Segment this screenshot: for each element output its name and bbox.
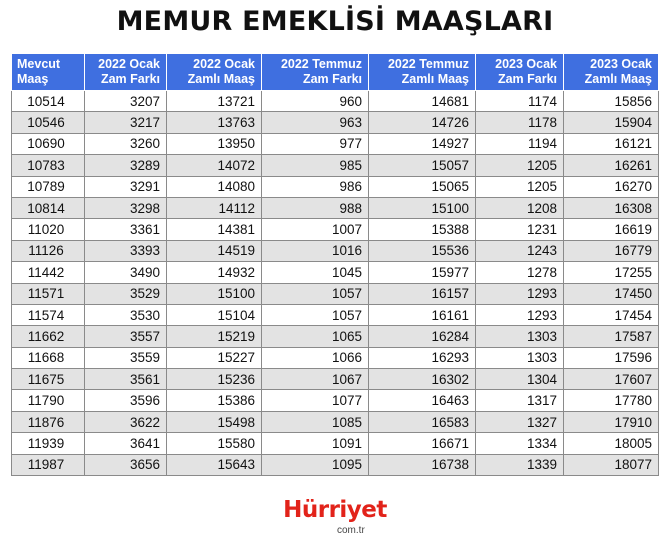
table-cell: 3641 <box>85 433 167 454</box>
table-cell: 960 <box>262 91 369 112</box>
table-cell: 15057 <box>369 155 476 176</box>
table-cell: 16261 <box>564 155 659 176</box>
table-cell: 1293 <box>476 304 564 325</box>
table-row <box>12 390 659 411</box>
table-row <box>12 219 659 240</box>
column-header-line: Zamlı Maaş <box>584 72 652 86</box>
table-cell: 17607 <box>564 369 659 390</box>
table-cell: 1339 <box>476 454 564 475</box>
table-cell: 3393 <box>85 240 167 261</box>
table-cell: 13721 <box>167 91 262 112</box>
column-header <box>167 54 262 91</box>
table-cell: 3561 <box>85 369 167 390</box>
table-cell: 16270 <box>564 176 659 197</box>
column-header <box>85 54 167 91</box>
table-cell: 10814 <box>12 197 85 218</box>
table-cell: 15977 <box>369 262 476 283</box>
table-cell: 16161 <box>369 304 476 325</box>
column-header-line: 2022 Temmuz <box>280 57 362 71</box>
logo-wordmark: Hürriyet <box>283 497 387 523</box>
table-cell: 1016 <box>262 240 369 261</box>
column-header <box>369 54 476 91</box>
table-cell: 3656 <box>85 454 167 475</box>
table-row <box>12 240 659 261</box>
table-cell: 3217 <box>85 112 167 133</box>
table-row <box>12 326 659 347</box>
table-cell: 1174 <box>476 91 564 112</box>
table-cell: 17587 <box>564 326 659 347</box>
table-cell: 3207 <box>85 91 167 112</box>
table-cell: 14519 <box>167 240 262 261</box>
table-cell: 3622 <box>85 411 167 432</box>
table-cell: 16121 <box>564 133 659 154</box>
table-cell: 16619 <box>564 219 659 240</box>
table-row <box>12 454 659 475</box>
column-header-line: 2023 Ocak <box>495 57 557 71</box>
table-cell: 14927 <box>369 133 476 154</box>
table-cell: 11987 <box>12 454 85 475</box>
column-header <box>564 54 659 91</box>
table-cell: 16779 <box>564 240 659 261</box>
brand-logo <box>0 497 670 536</box>
table-cell: 17780 <box>564 390 659 411</box>
table-cell: 16671 <box>369 433 476 454</box>
table-cell: 986 <box>262 176 369 197</box>
table-cell: 1007 <box>262 219 369 240</box>
table-cell: 3361 <box>85 219 167 240</box>
table-cell: 11790 <box>12 390 85 411</box>
table-cell: 14112 <box>167 197 262 218</box>
table-row <box>12 411 659 432</box>
table-cell: 1066 <box>262 347 369 368</box>
table-cell: 15065 <box>369 176 476 197</box>
table-cell: 16284 <box>369 326 476 347</box>
table-cell: 1057 <box>262 304 369 325</box>
table-row <box>12 176 659 197</box>
table-cell: 1208 <box>476 197 564 218</box>
table-cell: 1091 <box>262 433 369 454</box>
table-cell: 1205 <box>476 155 564 176</box>
table-cell: 17454 <box>564 304 659 325</box>
table-cell: 15100 <box>369 197 476 218</box>
table-cell: 18005 <box>564 433 659 454</box>
table-cell: 3291 <box>85 176 167 197</box>
table-cell: 10783 <box>12 155 85 176</box>
table-row <box>12 262 659 283</box>
table-cell: 15219 <box>167 326 262 347</box>
table-cell: 17910 <box>564 411 659 432</box>
table-cell: 1067 <box>262 369 369 390</box>
table-cell: 15856 <box>564 91 659 112</box>
table-cell: 3289 <box>85 155 167 176</box>
table-cell: 1085 <box>262 411 369 432</box>
column-header-line: Zam Farkı <box>100 72 160 86</box>
table-cell: 1231 <box>476 219 564 240</box>
table-row <box>12 197 659 218</box>
table-cell: 3530 <box>85 304 167 325</box>
table-cell: 10690 <box>12 133 85 154</box>
column-header-line: 2023 Ocak <box>590 57 652 71</box>
column-header-line: Zamlı Maaş <box>187 72 255 86</box>
table-cell: 1178 <box>476 112 564 133</box>
table-cell: 1278 <box>476 262 564 283</box>
table-row <box>12 347 659 368</box>
table-row <box>12 91 659 112</box>
logo-domain: com.tr <box>337 525 365 536</box>
table-cell: 14726 <box>369 112 476 133</box>
table-cell: 15104 <box>167 304 262 325</box>
table-cell: 1045 <box>262 262 369 283</box>
table-cell: 16293 <box>369 347 476 368</box>
table-cell: 15643 <box>167 454 262 475</box>
table-cell: 13763 <box>167 112 262 133</box>
table-cell: 14381 <box>167 219 262 240</box>
table-cell: 11939 <box>12 433 85 454</box>
table-cell: 15904 <box>564 112 659 133</box>
table-cell: 16583 <box>369 411 476 432</box>
table-cell: 11126 <box>12 240 85 261</box>
table-cell: 15498 <box>167 411 262 432</box>
table-header <box>12 54 659 91</box>
table-cell: 16738 <box>369 454 476 475</box>
table-cell: 985 <box>262 155 369 176</box>
table-cell: 3529 <box>85 283 167 304</box>
table-cell: 15386 <box>167 390 262 411</box>
table-cell: 1194 <box>476 133 564 154</box>
table-cell: 963 <box>262 112 369 133</box>
table-cell: 18077 <box>564 454 659 475</box>
table-cell: 15580 <box>167 433 262 454</box>
table-cell: 16308 <box>564 197 659 218</box>
table-row <box>12 155 659 176</box>
table-cell: 11876 <box>12 411 85 432</box>
pension-table <box>11 54 659 476</box>
page-title: MEMUR EMEKLİSİ MAAŞLARI <box>116 6 554 37</box>
table-cell: 10789 <box>12 176 85 197</box>
table-cell: 1317 <box>476 390 564 411</box>
table-cell: 1303 <box>476 347 564 368</box>
column-header-line: Zam Farkı <box>302 72 362 86</box>
table-cell: 977 <box>262 133 369 154</box>
table-cell: 11571 <box>12 283 85 304</box>
column-header <box>476 54 564 91</box>
table-cell: 10546 <box>12 112 85 133</box>
table-cell: 1077 <box>262 390 369 411</box>
table-row <box>12 304 659 325</box>
table-cell: 14072 <box>167 155 262 176</box>
table-body <box>12 91 659 476</box>
table-cell: 3557 <box>85 326 167 347</box>
table-cell: 17596 <box>564 347 659 368</box>
table-row <box>12 133 659 154</box>
table-cell: 11442 <box>12 262 85 283</box>
column-header-line: 2022 Temmuz <box>387 57 469 71</box>
column-header-line: 2022 Ocak <box>98 57 160 71</box>
table-cell: 17255 <box>564 262 659 283</box>
table-cell: 11668 <box>12 347 85 368</box>
table-cell: 988 <box>262 197 369 218</box>
table-cell: 16302 <box>369 369 476 390</box>
table-cell: 1303 <box>476 326 564 347</box>
table-cell: 15227 <box>167 347 262 368</box>
column-header-line: Maaş <box>17 72 49 86</box>
column-header <box>12 54 85 91</box>
table-row <box>12 283 659 304</box>
column-header-line: 2022 Ocak <box>193 57 255 71</box>
header-row <box>12 54 659 91</box>
column-header <box>262 54 369 91</box>
table-cell: 1304 <box>476 369 564 390</box>
table-row <box>12 433 659 454</box>
table-cell: 13950 <box>167 133 262 154</box>
table-cell: 11020 <box>12 219 85 240</box>
table-cell: 15536 <box>369 240 476 261</box>
table-cell: 3559 <box>85 347 167 368</box>
table-row <box>12 112 659 133</box>
table-cell: 1327 <box>476 411 564 432</box>
table-cell: 16463 <box>369 390 476 411</box>
table-cell: 15388 <box>369 219 476 240</box>
table-cell: 1095 <box>262 454 369 475</box>
table-cell: 14681 <box>369 91 476 112</box>
table-cell: 3490 <box>85 262 167 283</box>
table-cell: 3260 <box>85 133 167 154</box>
table-cell: 15100 <box>167 283 262 304</box>
table-cell: 3596 <box>85 390 167 411</box>
table-cell: 10514 <box>12 91 85 112</box>
table-cell: 1243 <box>476 240 564 261</box>
table-cell: 11574 <box>12 304 85 325</box>
table-cell: 3298 <box>85 197 167 218</box>
table-cell: 1205 <box>476 176 564 197</box>
table-cell: 14080 <box>167 176 262 197</box>
column-header-line: Zamlı Maaş <box>401 72 469 86</box>
table-cell: 1334 <box>476 433 564 454</box>
table-row <box>12 369 659 390</box>
table-cell: 1057 <box>262 283 369 304</box>
table-cell: 16157 <box>369 283 476 304</box>
table-cell: 11662 <box>12 326 85 347</box>
table-cell: 11675 <box>12 369 85 390</box>
table-cell: 1293 <box>476 283 564 304</box>
table-cell: 15236 <box>167 369 262 390</box>
table-cell: 14932 <box>167 262 262 283</box>
table-cell: 17450 <box>564 283 659 304</box>
column-header-line: Zam Farkı <box>497 72 557 86</box>
column-header-line: Mevcut <box>17 57 61 71</box>
table-cell: 1065 <box>262 326 369 347</box>
